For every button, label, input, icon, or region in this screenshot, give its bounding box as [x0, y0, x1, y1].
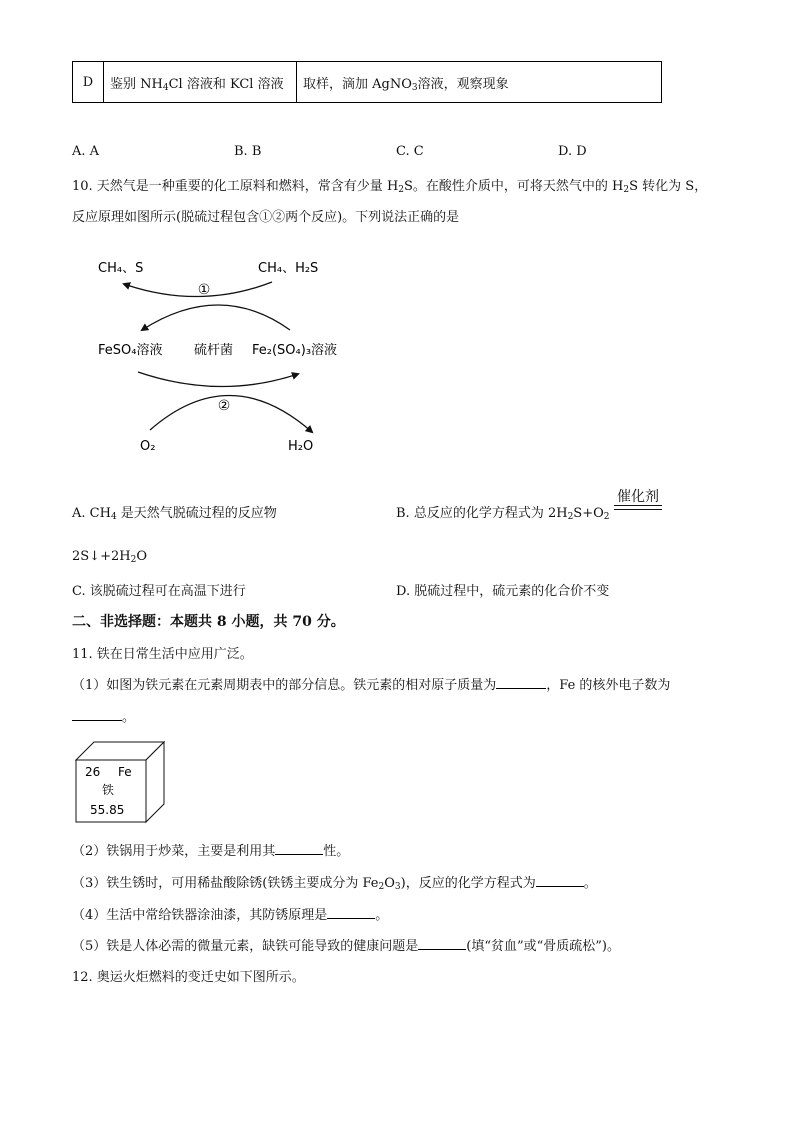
arrow-bottom-lower — [150, 395, 312, 432]
q11-part4: （4）生活中常给铁器涂油漆，其防锈原理是 。 — [72, 908, 389, 923]
arrow-bottom-upper — [138, 372, 298, 387]
q10-option-b: B. 总反应的化学方程式为 $2H_2S+O_2$ — [396, 506, 610, 522]
q10-option-c: C. 该脱硫过程可在高温下进行 — [72, 584, 246, 599]
answer-blank[interactable] — [72, 708, 122, 721]
diagram-label-bottom-right: H₂O — [288, 439, 314, 454]
diagram-step2-label: ② — [217, 398, 231, 414]
answer-blank[interactable] — [496, 676, 546, 689]
q9-option-b: B. B — [234, 144, 262, 159]
q10-option-d: D. 脱硫过程中，硫元素的化合价不变 — [396, 584, 610, 599]
q11-part5: （5）铁是人体必需的微量元素，缺铁可能导致的健康问题是 (填“贫血”或“骨质疏松”)。 — [72, 939, 621, 954]
diagram-label-mid-right: Fe₂(SO₄)₃溶液 — [252, 343, 338, 358]
equation-equals-sign — [614, 505, 662, 510]
element-symbol: Fe — [118, 765, 132, 779]
diagram-step1-label: ① — [197, 282, 211, 298]
element-atomic-mass: 55.85 — [90, 803, 125, 817]
q10-stem-line1: 10. 天然气是一种重要的化工原料和燃料，常含有少量 $H_2S$。在酸性介质中，可将天然气中的 $H_2S$ 转化为 S， — [72, 179, 708, 195]
element-tile-iron — [72, 738, 168, 824]
diagram-label-mid-left: FeSO₄溶液 — [98, 343, 163, 358]
q11-part1: （1）如图为铁元素在元素周期表中的部分信息。铁元素的相对原子质量为 ，Fe 的核外电子数为 — [72, 678, 671, 693]
table-cell-method: 取样，滴加 AgNO$_3$溶液，观察现象 — [297, 62, 662, 103]
q9-option-c: C. C — [396, 144, 424, 159]
q10-option-a: A. $CH_4$ 是天然气脱硫过程的反应物 — [72, 506, 277, 522]
q10-stem-line2: 反应原理如图所示(脱硫过程包含①②两个反应)。下列说法正确的是 — [72, 210, 460, 225]
diagram-label-mid-center: 硫杆菌 — [194, 343, 234, 358]
diagram-label-bottom-left: O₂ — [140, 439, 156, 454]
section-2-heading: 二、非选择题：本题共 8 小题，共 70 分。 — [72, 614, 345, 630]
table-cell-letter: D — [73, 62, 104, 103]
q10-option-b-continuation: $2S↓+2H_2O$ — [72, 549, 147, 565]
question-table-row-d — [72, 61, 662, 103]
q11-stem: 11. 铁在日常生活中应用广泛。 — [72, 647, 253, 662]
q11-part3: （3）铁生锈时，可用稀盐酸除锈(铁锈主要成分为 $Fe_2O_3$)，反应的化学方程式为 。 — [72, 876, 597, 892]
q9-option-a: A. A — [72, 144, 100, 159]
q12-stem: 12. 奥运火炬燃料的变迁史如下图所示。 — [72, 970, 305, 985]
answer-blank[interactable] — [418, 937, 466, 950]
answer-blank[interactable] — [275, 842, 323, 855]
desulfurization-diagram — [90, 250, 360, 460]
answer-blank[interactable] — [536, 874, 584, 887]
diagram-label-top-left: CH₄、S — [98, 261, 144, 276]
answer-blank[interactable] — [327, 906, 375, 919]
element-atomic-number: 26 — [85, 765, 101, 779]
q11-part2: （2）铁锅用于炒菜，主要是利用其 性。 — [72, 844, 350, 859]
table-cell-purpose: 鉴别 $NH_4Cl$ 溶液和 KCl 溶液 — [104, 62, 297, 103]
element-name: 铁 — [102, 783, 115, 797]
q11-part1-continuation: 。 — [72, 706, 135, 725]
catalyst-label: 催化剂 — [617, 489, 659, 505]
diagram-label-top-right: CH₄、H₂S — [258, 261, 319, 276]
q9-option-d: D. D — [558, 144, 587, 159]
arrow-top-lower — [142, 305, 290, 330]
